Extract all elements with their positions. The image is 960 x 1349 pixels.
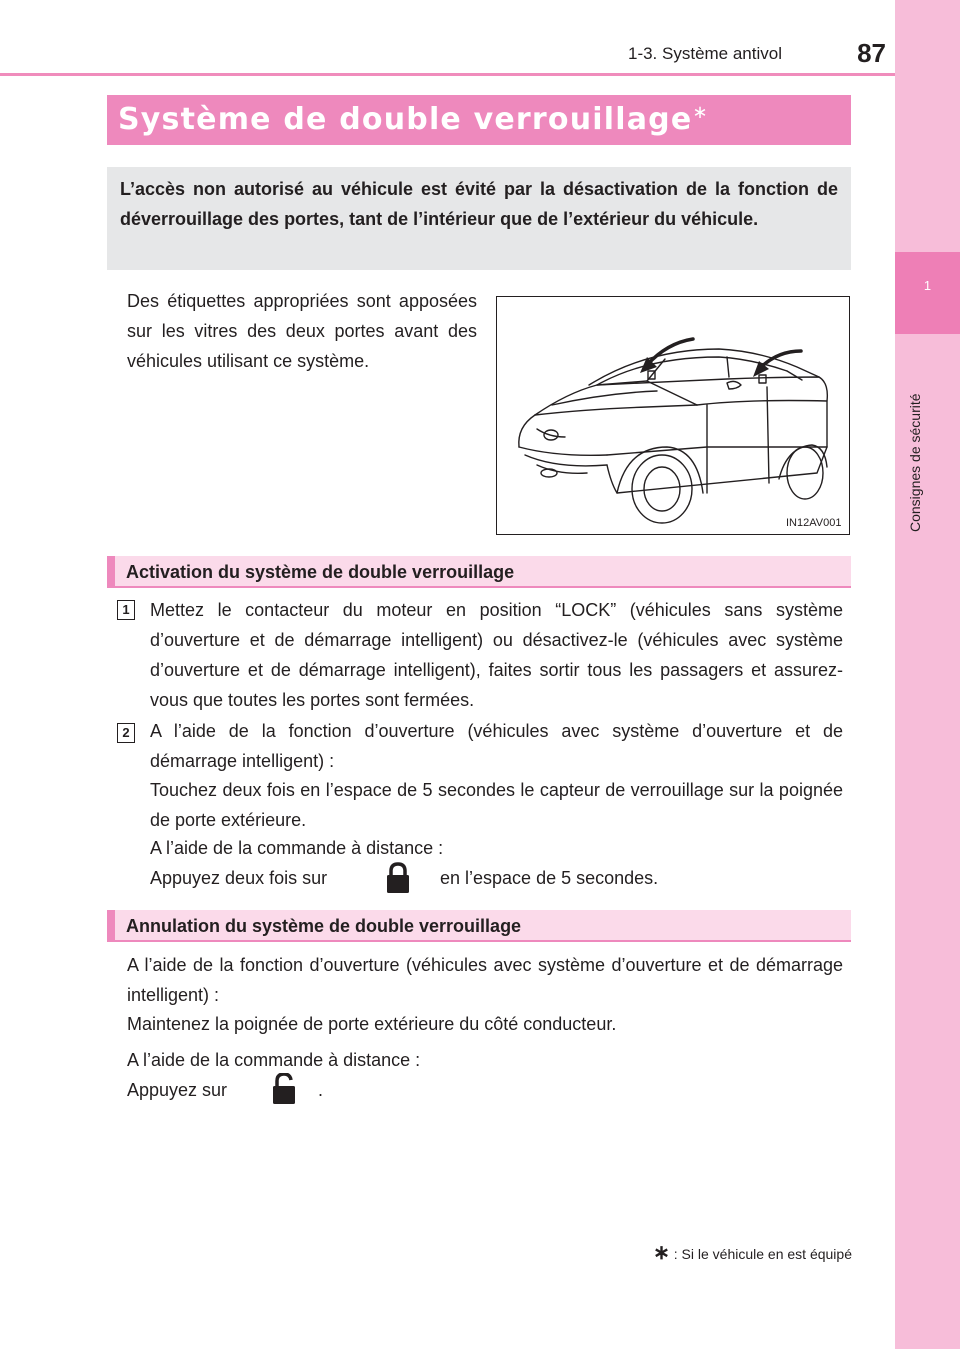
step-number-1: 1 [117,600,135,620]
lock-open-icon [270,1073,298,1105]
cancellation-line-2: Maintenez la poignée de porte extérieure du côté conducteur. [127,1014,617,1034]
car-with-window-labels-icon [497,297,848,533]
cancellation-press-before: Appuyez sur [127,1080,228,1100]
cancellation-line-3: A l’aide de la commande à distance : [127,1050,421,1070]
cancellation-line-1: A l’aide de la fonction d’ouverture (véhicules avec système d’ouverture et de démarrage intelligent) : [127,955,843,1005]
chapter-sidebar [895,0,960,1349]
page-title-text: Système de double verrouillage [118,102,693,137]
intro-text: L’accès non autorisé au véhicule est évité par la désactivation de la fonction de déverrouillage des portes, tant de l’intérieur que de l’extérieur du véhicule. [120,179,838,229]
illustration-description: Des étiquettes appropriées sont apposées sur les vitres des deux portes avant des véhicules utilisant ce système. [127,291,477,371]
step-1-text: Mettez le contacteur du moteur en position “LOCK” (véhicules sans système d’ouverture et de démarrage intelligent) ou désactivez-le (véhicules avec système d’ouverture et de démarrage intelligent), faites sortir tous les passagers et assurez-vous que toutes les portes sont fermées. [150,600,843,710]
car-illustration [496,296,850,535]
page-number: 87 [857,38,886,68]
chapter-number: 1 [923,278,932,293]
step-2-line-1: A l’aide de la fonction d’ouverture (véhicules avec système d’ouverture et de démarrage intelligent) : [150,721,843,771]
activation-heading-marker [107,556,115,588]
cancellation-press-after: . [318,1080,324,1100]
activation-heading: Activation du système de double verrouillage [126,562,515,582]
lock-closed-icon [384,862,412,894]
footnote-marker: ∗ [653,1242,670,1264]
step-2-line-2: Touchez deux fois en l’espace de 5 secondes le capteur de verrouillage sur la poignée de porte extérieure. [150,780,843,830]
step-number-2: 2 [117,723,135,743]
equipment-marker: ∗ [692,102,709,123]
cancellation-heading-marker [107,910,115,942]
step-2-press-after: en l’espace de 5 secondes. [440,868,659,888]
step-2-line-3: A l’aide de la commande à distance : [150,838,444,858]
page-title [118,102,709,137]
footnote-text: : Si le véhicule en est équipé [673,1246,852,1262]
illustration-code: IN12AV001 [786,517,842,529]
header-rule [0,73,895,76]
section-reference: 1-3. Système antivol [627,44,782,63]
chapter-label-text: Consignes de sécurité [907,393,923,532]
step-2-press-before: Appuyez deux fois sur [150,868,328,888]
cancellation-heading: Annulation du système de double verrouillage [126,916,522,936]
chapter-tab[interactable] [895,252,960,334]
footnote [600,1240,852,1265]
chapter-label [900,342,930,532]
